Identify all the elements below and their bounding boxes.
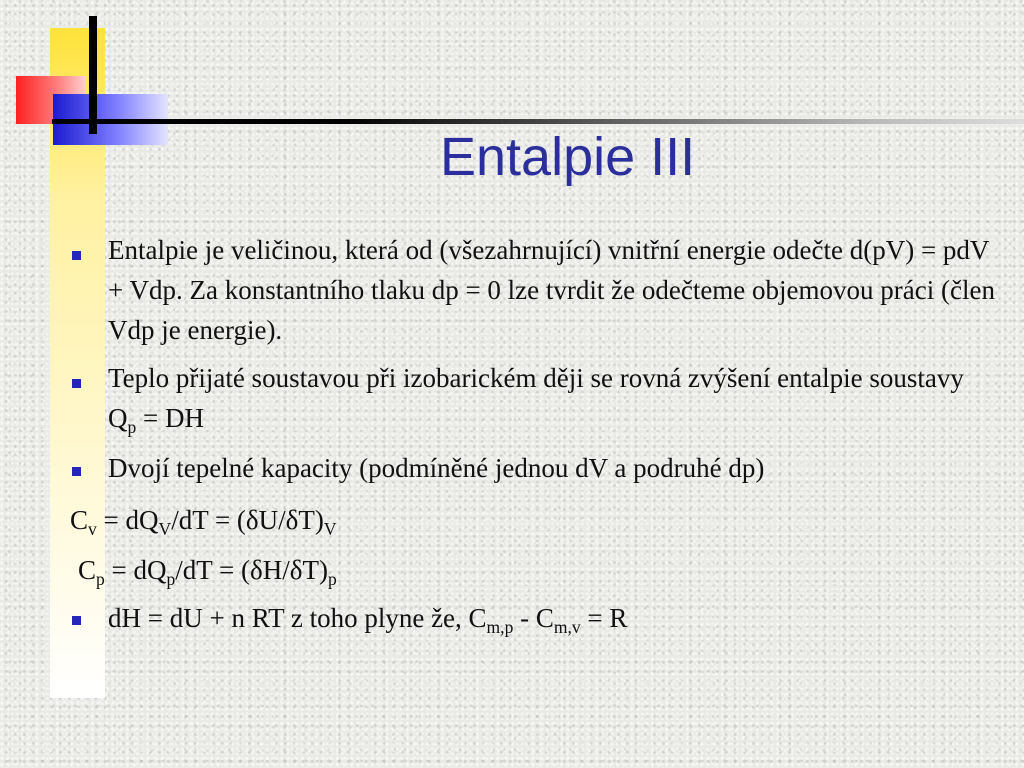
bullet-item-1: Entalpie je veličinou, která od (všezahrnující) vnitřní energie odečte d(pV) = pdV + Vdp. Za konstantního tlaku dp = 0 lze tvrdit že odečteme objemovou práci (člen Vdp je energie). [108,235,995,345]
slide-title: Entalpie III [440,127,696,187]
equation-cp: $C_p = dQ_p/dT = (\delta H/\delta T)_p$ [78,555,337,590]
bullet-marker-icon [72,616,81,625]
bullet-item-4: dH = dU + n RT z toho plyne že, $C_{m,p} - C_{m,v} = R$ [108,603,628,638]
equation-cv: $C_v = dQ_V/dT = (\delta U/\delta T)_V$ [70,505,337,540]
bullet-marker-icon [72,251,81,260]
bullet-item-2: Teplo přijaté soustavou při izobarickém ději se rovná zvýšení entalpie soustavy $Q_p$ = DH [108,363,964,438]
bullet-item-3: Dvojí tepelné kapacity (podmíněné jednou dV a podruhé dp) [108,453,765,483]
bullet-marker-icon [72,467,81,476]
decorative-vertical-rule [89,16,97,134]
bullet-marker-icon [72,379,81,388]
